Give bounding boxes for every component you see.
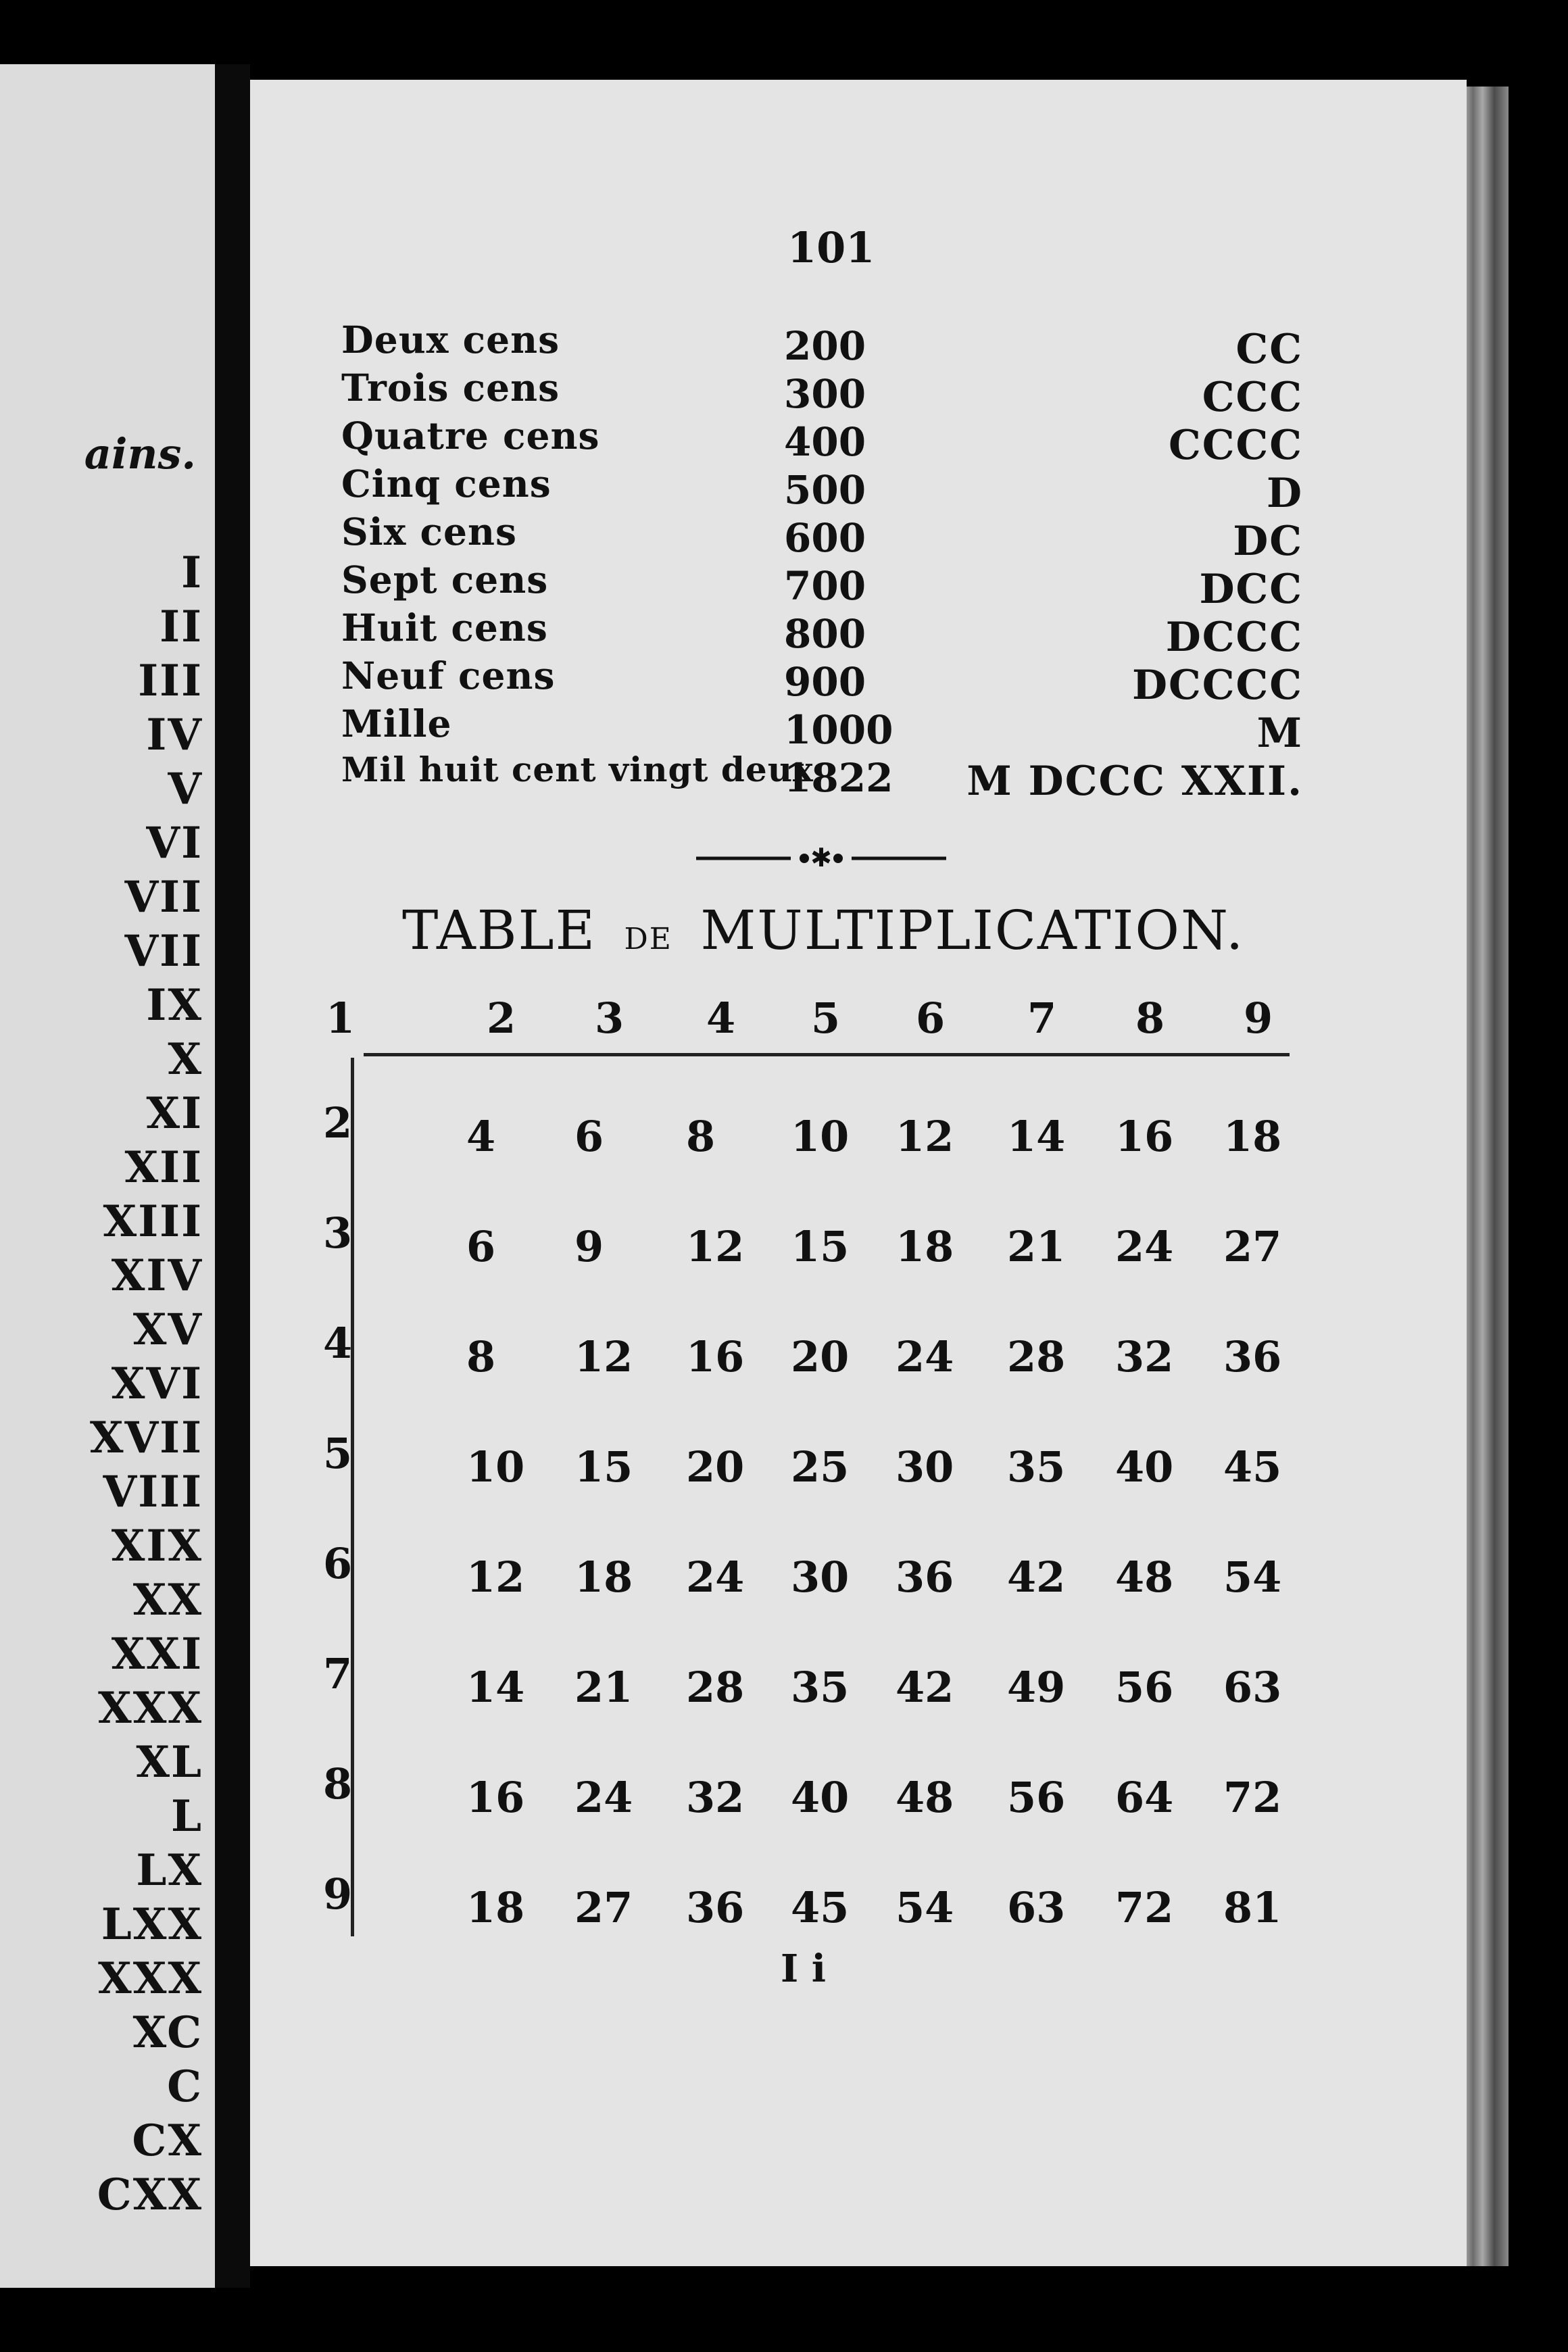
left-roman-numeral: XL [136, 1737, 203, 1788]
table-row-label: 3 [323, 1208, 353, 1258]
left-roman-numeral: VIII [103, 1467, 203, 1517]
table-cell: 12 [896, 1112, 954, 1161]
left-roman-numeral: XXX [98, 1953, 203, 2004]
table-title [402, 899, 1244, 962]
number-roman: CC [1235, 326, 1303, 373]
left-roman-numeral: XI [146, 1088, 203, 1139]
number-word: Mille [341, 702, 452, 745]
number-roman: DCC [1199, 566, 1303, 613]
left-roman-numeral: VII [124, 926, 203, 977]
table-cell: 49 [1007, 1663, 1066, 1712]
number-arabic: 400 [784, 419, 866, 465]
table-cell: 56 [1007, 1773, 1066, 1822]
table-header-number: 4 [706, 994, 736, 1043]
table-row-label: 4 [323, 1319, 353, 1368]
table-row-label: 8 [323, 1759, 353, 1809]
ornament-divider [696, 845, 946, 872]
number-word: Deux cens [341, 318, 560, 362]
table-cell: 40 [1115, 1442, 1174, 1492]
table-row-label: 5 [323, 1429, 353, 1478]
table-cell: 35 [791, 1663, 850, 1712]
number-word: Huit cens [341, 606, 548, 650]
table-cell: 16 [1115, 1112, 1174, 1161]
table-cell: 35 [1007, 1442, 1066, 1492]
table-cell: 24 [1115, 1222, 1174, 1271]
table-cell: 10 [791, 1112, 850, 1161]
table-cell: 28 [1007, 1332, 1066, 1381]
left-roman-numeral: X [168, 1034, 203, 1085]
table-cell: 72 [1223, 1773, 1282, 1822]
table-title-de: DE [624, 922, 672, 956]
table-cell: 18 [466, 1883, 525, 1932]
table-cell: 18 [896, 1222, 954, 1271]
table-cell: 81 [1223, 1883, 1282, 1932]
table-header-number: 6 [916, 994, 946, 1043]
left-roman-numeral: VI [146, 818, 203, 868]
table-cell: 15 [791, 1222, 850, 1271]
number-arabic: 700 [784, 563, 866, 609]
table-header-number: 1 [326, 994, 356, 1043]
table-cell: 18 [1223, 1112, 1282, 1161]
number-word: Quatre cens [341, 414, 600, 458]
number-roman: CCCC [1168, 422, 1303, 469]
table-header-number: 2 [487, 994, 516, 1043]
table-cell: 14 [1007, 1112, 1066, 1161]
number-arabic: 500 [784, 467, 866, 513]
number-word: Trois cens [341, 366, 560, 410]
number-roman: DC [1233, 518, 1303, 565]
left-roman-numeral: III [138, 656, 203, 706]
left-roman-numeral: L [171, 1791, 203, 1842]
left-roman-numeral: II [160, 602, 203, 652]
left-roman-numeral: XIII [103, 1196, 203, 1247]
left-roman-numeral: IV [146, 710, 203, 760]
table-cell: 30 [896, 1442, 954, 1492]
number-roman: M [1256, 710, 1303, 757]
table-row-label: 2 [323, 1098, 353, 1148]
table-cell: 14 [466, 1663, 525, 1712]
table-cell: 64 [1115, 1773, 1174, 1822]
left-roman-numeral: LXX [101, 1899, 203, 1950]
left-roman-numeral: C [167, 2061, 203, 2112]
number-arabic: 900 [784, 659, 866, 705]
table-cell: 6 [466, 1222, 496, 1271]
number-arabic: 1000 [784, 707, 893, 753]
number-roman: DCCCC [1131, 662, 1303, 709]
left-roman-numeral: XV [132, 1304, 203, 1355]
left-page [0, 64, 218, 2288]
table-cell: 21 [574, 1663, 633, 1712]
left-roman-numeral: IX [146, 980, 203, 1031]
left-roman-numeral: XVII [89, 1413, 203, 1463]
table-cell: 45 [791, 1883, 850, 1932]
table-cell: 18 [574, 1552, 633, 1602]
table-cell: 24 [896, 1332, 954, 1381]
left-roman-numeral: XXI [111, 1629, 203, 1680]
table-title-main: TABLE [402, 899, 597, 962]
number-roman: M DCCC XXII. [966, 758, 1303, 805]
table-cell: 9 [574, 1222, 604, 1271]
table-cell: 36 [686, 1883, 745, 1932]
table-title-end: MULTIPLICATION. [700, 899, 1245, 962]
table-cell: 36 [1223, 1332, 1282, 1381]
table-cell: 54 [896, 1883, 954, 1932]
number-arabic: 800 [784, 611, 866, 657]
left-roman-numeral: XX [132, 1575, 203, 1625]
table-row-label: 6 [323, 1539, 353, 1588]
number-roman: DCCC [1165, 614, 1303, 661]
table-cell: 28 [686, 1663, 745, 1712]
table-horizontal-rule [364, 1053, 1290, 1056]
table-cell: 20 [791, 1332, 850, 1381]
number-word: Neuf cens [341, 654, 556, 697]
table-cell: 42 [1007, 1552, 1066, 1602]
number-arabic: 300 [784, 371, 866, 417]
table-cell: 32 [686, 1773, 745, 1822]
table-cell: 40 [791, 1773, 850, 1822]
table-cell: 8 [466, 1332, 496, 1381]
left-roman-numeral: VII [124, 872, 203, 923]
table-cell: 16 [466, 1773, 525, 1822]
table-cell: 25 [791, 1442, 850, 1492]
table-header-number: 8 [1135, 994, 1165, 1043]
number-word: Cinq cens [341, 462, 552, 506]
table-header-number: 7 [1027, 994, 1057, 1043]
table-cell: 20 [686, 1442, 745, 1492]
table-cell: 10 [466, 1442, 525, 1492]
left-roman-numeral: XIV [111, 1250, 203, 1301]
left-roman-numeral: XC [132, 2007, 203, 2058]
table-cell: 16 [686, 1332, 745, 1381]
table-cell: 24 [686, 1552, 745, 1602]
table-row-label: 9 [323, 1869, 353, 1919]
table-cell: 15 [574, 1442, 633, 1492]
table-cell: 36 [896, 1552, 954, 1602]
table-cell: 30 [791, 1552, 850, 1602]
table-cell: 24 [574, 1773, 633, 1822]
number-roman: CCC [1202, 374, 1303, 421]
number-roman: D [1266, 470, 1303, 517]
number-arabic: 200 [784, 323, 866, 369]
number-arabic: 600 [784, 515, 866, 561]
table-cell: 12 [686, 1222, 745, 1271]
svg-text:✱: ✱ [810, 845, 832, 872]
table-cell: 63 [1223, 1663, 1282, 1712]
table-cell: 12 [574, 1332, 633, 1381]
table-cell: 27 [1223, 1222, 1282, 1271]
signature-mark: I i [781, 1946, 826, 1991]
left-page-header: ains. [84, 429, 196, 479]
table-cell: 21 [1007, 1222, 1066, 1271]
table-header-number: 3 [595, 994, 624, 1043]
table-row-label: 7 [323, 1649, 353, 1698]
table-cell: 6 [574, 1112, 604, 1161]
number-word: Six cens [341, 510, 517, 554]
page-number: 101 [787, 223, 875, 272]
table-cell: 72 [1115, 1883, 1174, 1932]
number-word: Sept cens [341, 558, 549, 602]
table-cell: 32 [1115, 1332, 1174, 1381]
table-cell: 12 [466, 1552, 525, 1602]
left-roman-numeral: CX [132, 2115, 203, 2166]
book-gutter [215, 64, 250, 2288]
table-cell: 54 [1223, 1552, 1282, 1602]
number-arabic: 1822 [784, 755, 893, 801]
table-cell: 48 [896, 1773, 954, 1822]
table-cell: 48 [1115, 1552, 1174, 1602]
table-cell: 56 [1115, 1663, 1174, 1712]
table-cell: 45 [1223, 1442, 1282, 1492]
left-roman-numeral: V [168, 764, 203, 814]
left-roman-numeral: I [181, 547, 203, 598]
table-header-number: 9 [1244, 994, 1273, 1043]
table-cell: 42 [896, 1663, 954, 1712]
table-cell: 63 [1007, 1883, 1066, 1932]
left-roman-numeral: XII [124, 1142, 203, 1193]
left-roman-numeral: XVI [111, 1358, 203, 1409]
left-roman-numeral: XXX [98, 1683, 203, 1734]
left-roman-numeral: CXX [97, 2170, 203, 2220]
table-cell: 27 [574, 1883, 633, 1932]
number-word: Mil huit cent vingt deux [341, 750, 814, 789]
table-cell: 8 [686, 1112, 716, 1161]
left-roman-numeral: LX [136, 1845, 203, 1896]
left-roman-numeral: XIX [111, 1521, 203, 1571]
table-cell: 4 [466, 1112, 496, 1161]
table-header-number: 5 [811, 994, 841, 1043]
page-edge [1461, 87, 1509, 2266]
